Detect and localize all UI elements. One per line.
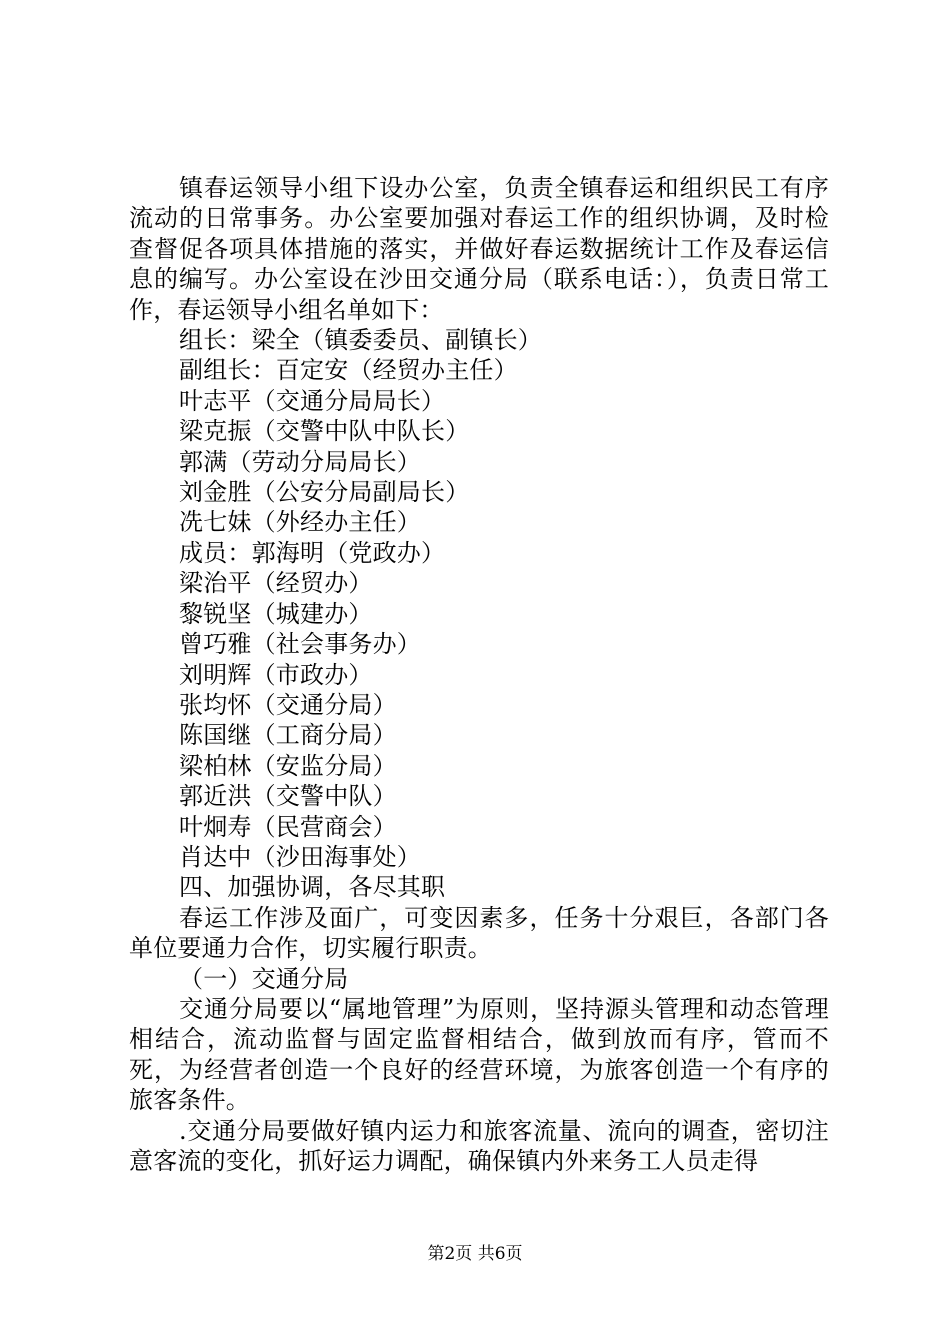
member-line: 梁柏林（安监分局） [179,751,397,780]
member-line: 叶志平（交通分局局长） [179,386,446,415]
paragraph-passenger-survey: .交通分局要做好镇内运力和旅客流量、流向的调查，密切注意客流的变化，抓好运力调配，确保镇内外来务工人员走得 [129,1116,829,1175]
member-line: 刘明辉（市政办） [179,660,373,689]
member-line: 黎锐坚（城建办） [179,599,373,628]
member-line: 组长：梁全（镇委委员、副镇长） [179,326,542,355]
member-line: 刘金胜（公安分局副局长） [179,478,470,507]
member-line: 梁治平（经贸办） [179,569,373,598]
section-heading: 四、加强协调，各尽其职 [179,873,446,902]
member-line: 成员：郭海明（党政办） [179,538,446,567]
member-line: 陈国继（工商分局） [179,721,397,750]
member-list [129,325,829,872]
member-line: 梁克振（交警中队中队长） [179,417,470,446]
member-line: 张均怀（交通分局） [179,690,397,719]
member-line: 副组长：百定安（经贸办主任） [179,356,518,385]
paragraph-traffic-bureau: 交通分局要以“属地管理”为原则，坚持源头管理和动态管理相结合，流动监督与固定监督相结合，做到放而有序，管而不死，为经营者创造一个良好的经营环境，为旅客创造一个有序的旅客条件。 [129,994,829,1115]
member-line: 曾巧雅（社会事务办） [179,630,421,659]
member-line: 叶炯寿（民营商会） [179,812,397,841]
subsection-heading: （一）交通分局 [179,964,349,993]
paragraph-office-setup: 镇春运领导小组下设办公室，负责全镇春运和组织民工有序流动的日常事务。办公室要加强对春运工作的组织协调，及时检查督促各项具体措施的落实，并做好春运数据统计工作及春运信息的编写。办公室设在沙田交通分局（联系电话：），负责日常工作，春运领导小组名单如下： [129,174,829,324]
member-line: 郭近洪（交警中队） [179,782,397,811]
paragraph-cooperation: 春运工作涉及面广，可变因素多，任务十分艰巨，各部门各单位要通力合作，切实履行职责。 [129,903,829,963]
member-line: 郭满（劳动分局局长） [179,447,421,476]
document-body [129,173,829,1176]
member-line: 肖达中（沙田海事处） [179,842,421,871]
member-line: 冼七妹（外经办主任） [179,508,421,537]
page-footer: 第2页 共6页 [427,1244,523,1264]
